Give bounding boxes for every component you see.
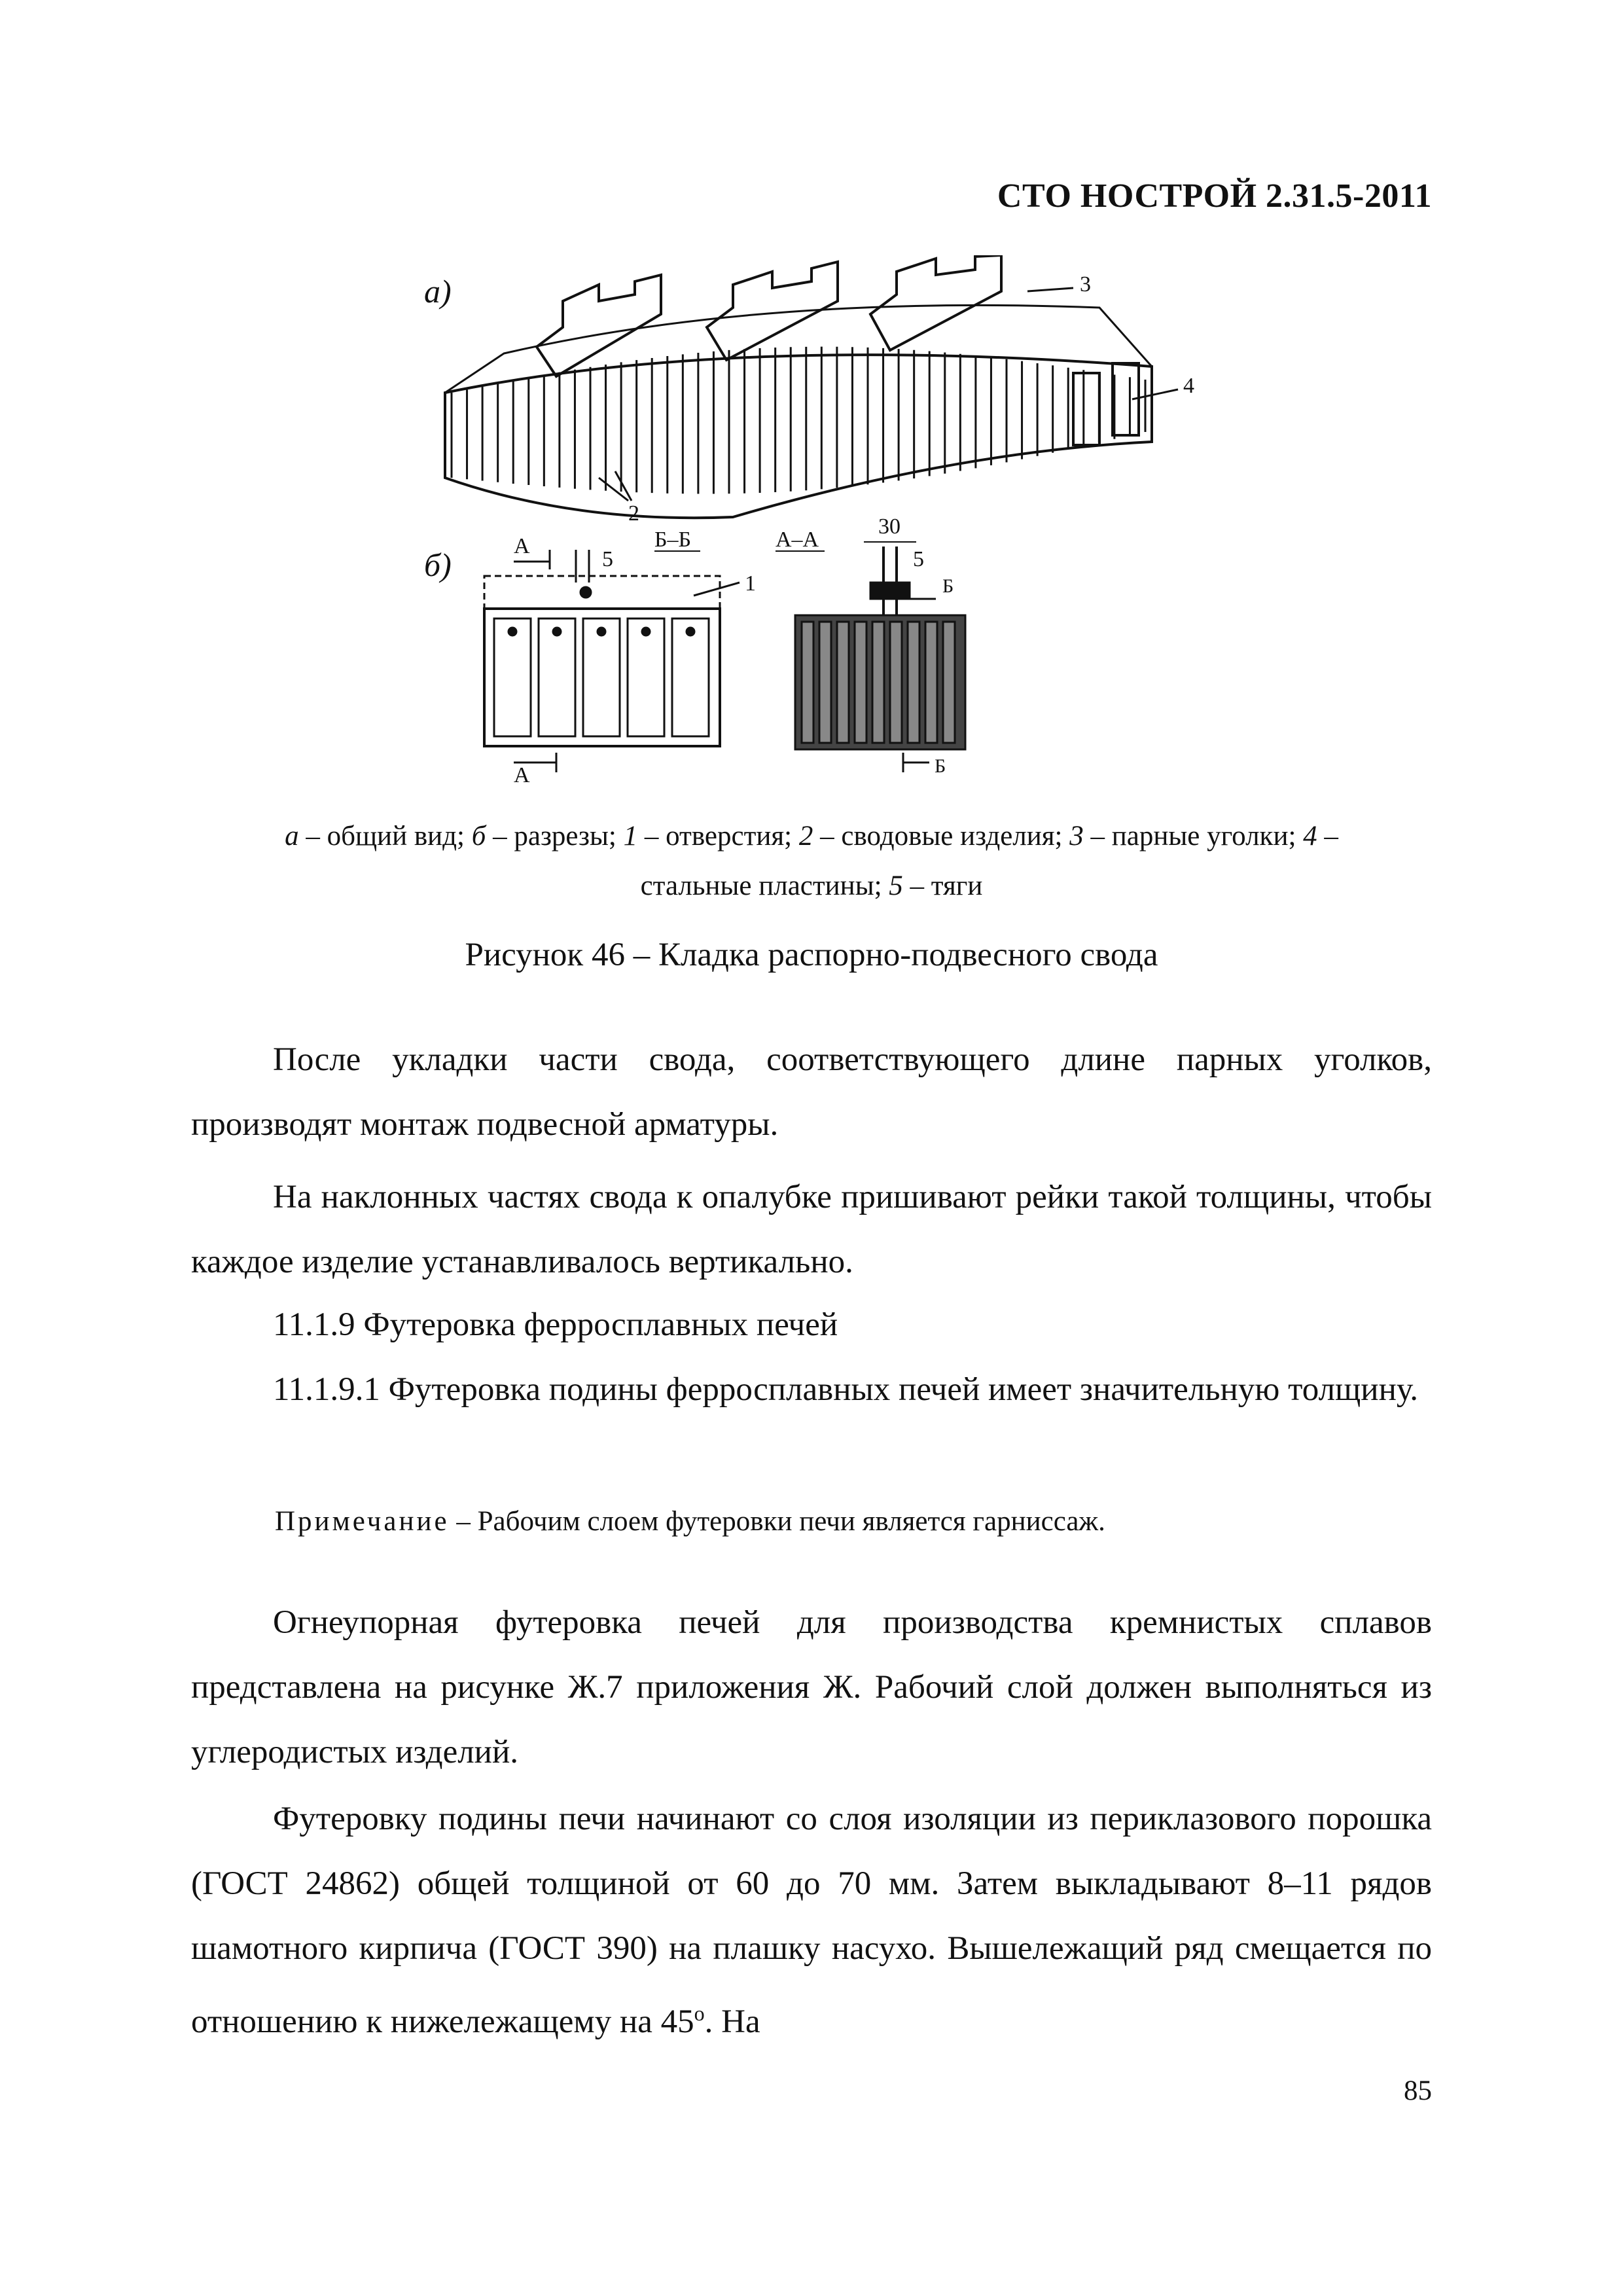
legend-text-2: – сводовые изделия; [813, 821, 1070, 852]
section-heading-11-1-9 [191, 1293, 1432, 1357]
section-mark-b-bottom: Б [935, 755, 946, 777]
legend-key-4: 4 [1303, 821, 1317, 852]
paragraph-1 [191, 1028, 1432, 1157]
section-aa-label: А–А [776, 528, 819, 552]
legend-text-a: – общий вид; [298, 821, 472, 852]
paragraph-5-text: Футеровку подины печи начинают со слоя изоляции из периклазового порошка (ГОСТ 24862) общей толщиной от 60 до 70 мм. Затем выкладывают 8–11 рядов шамотного кирпича (ГОСТ 390) на плашку насухо. Вышележащий ряд смещается по отношению к нижележащему на 45 [191, 1801, 1432, 2040]
legend-text-1: – отверстия; [637, 821, 799, 852]
paragraph-2 [191, 1165, 1432, 1295]
figure-title: Рисунок 46 – Кладка распорно-подвесного свода [465, 937, 1158, 973]
legend-text-b: – разрезы; [486, 821, 624, 852]
vault-brick-profile [943, 622, 955, 743]
callout-5-right: 5 [913, 547, 924, 571]
paragraph-1-text: После укладки части свода, соответствующего длине парных уголков, производят монтаж подвесной арматуры. [191, 1041, 1432, 1143]
section-mark-b-top: Б [942, 575, 954, 597]
section-mark-a-top: А [514, 534, 530, 558]
callout-5-left: 5 [602, 547, 613, 571]
figure-46-drawing [366, 255, 1283, 798]
paragraph-2-text: На наклонных частях свода к опалубке пришивают рейки такой толщины, чтобы каждое изделие устанавливалось вертикально. [191, 1179, 1432, 1280]
legend-text-3: – парные уголки; [1083, 821, 1304, 852]
vault-brick-profile [925, 622, 937, 743]
panel-b-label: б) [424, 547, 452, 583]
figure-legend-line2 [191, 861, 1432, 911]
hole-marker [687, 628, 694, 636]
vault-brick-profile [908, 622, 919, 743]
figure-legend-line1 [191, 812, 1432, 861]
hole-marker [597, 628, 605, 636]
callout-2: 2 [628, 501, 639, 526]
section-mark-a-bottom: А [514, 763, 530, 787]
note [275, 1505, 1105, 1537]
legend-text-5: – тяги [902, 870, 983, 901]
vault-general-view [445, 255, 1194, 526]
dimension-30: 30 [878, 514, 901, 539]
degree-superscript: о [694, 2001, 705, 2025]
callout-4: 4 [1183, 374, 1194, 398]
paragraph-4 [191, 1590, 1432, 1785]
document-header: СТО НОСТРОЙ 2.31.5-2011 [997, 177, 1432, 215]
legend-text-4: – [1317, 821, 1338, 852]
note-label: Примечание [275, 1506, 450, 1537]
vault-brick-profile [819, 622, 831, 743]
legend-key-1: 1 [623, 821, 638, 852]
section-aa [776, 514, 965, 777]
callout-1: 1 [745, 571, 756, 596]
page-number: 85 [1404, 2075, 1432, 2106]
legend-key-a: а [285, 821, 299, 852]
paragraph-5 [191, 1787, 1432, 2054]
paragraph-4-text: Огнеупорная футеровка печей для производства кремнистых сплавов представлена на рисунке Ж.7 приложения Ж. Рабочий слой должен выполняться из углеродистых изделий. [191, 1604, 1432, 1770]
hole-marker [642, 628, 650, 636]
paragraph-3 [191, 1357, 1432, 1422]
legend-key-2: 2 [798, 821, 813, 852]
paragraph-3-text: 11.1.9.1 Футеровка подины ферросплавных печей имеет значительную толщину. [273, 1371, 1419, 1408]
section-heading-text: 11.1.9 Футеровка ферросплавных печей [273, 1306, 838, 1343]
callout-3: 3 [1080, 272, 1091, 296]
figure-46 [366, 255, 1283, 798]
section-bb [484, 528, 756, 787]
legend-text-4-cont: стальные пластины; [640, 870, 889, 901]
hole-marker [553, 628, 561, 636]
legend-key-5: 5 [889, 870, 903, 901]
panel-a-label: а) [424, 273, 452, 310]
legend-key-b: б [471, 821, 486, 852]
vault-brick-profile [802, 622, 813, 743]
section-bb-label: Б–Б [654, 528, 692, 552]
legend-key-3: 3 [1069, 821, 1084, 852]
vault-brick-profile [890, 622, 902, 743]
vault-brick-profile [872, 622, 884, 743]
vault-brick-profile [855, 622, 866, 743]
paragraph-5-tail: . На [704, 2003, 760, 2040]
hole-marker [508, 628, 516, 636]
vault-brick-profile [837, 622, 849, 743]
note-text: – Рабочим слоем футеровки печи является гарниссаж. [449, 1506, 1105, 1537]
